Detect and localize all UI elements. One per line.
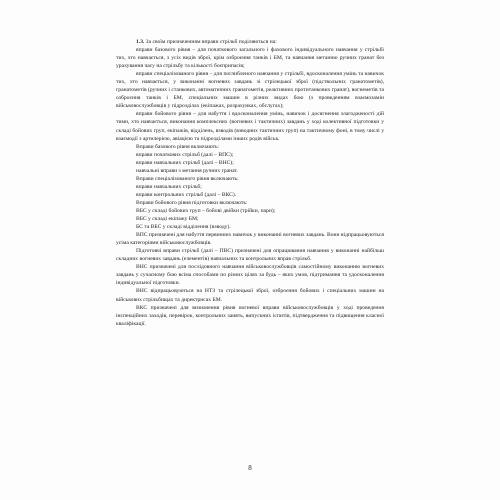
paragraph: 1.3. За своїм призначенням вправи стрільб поділяються на: — [136, 39, 277, 45]
list-item: ВБС у складі бойових груп – бойові двійки (трійки, пари); — [136, 207, 276, 214]
paragraph: Підготовчі вправи стрільб (далі – ПВС) призначені для опрацювання навчання у виконанні найбільш складних вогневих завдань (елементів) навчальних та контрольних вправ стрільб. — [116, 248, 384, 263]
paragraph: вправи базового рівня – для початкового загального і фахового індивідуального навчання у стрільбі тих, хто навчається, з усіх видів зброї, крім озброєння танків і БМ, та навчання метанню ручних гранат без урахування часу на стрільбу та кількості боєприпасів; — [116, 47, 384, 70]
paragraph: ВПС призначені для набуття первинних навичок у виконанні вогневих завдань. Вони відпрацьовуються усіма категоріями військовослужбовців. — [116, 232, 384, 247]
list-item: БС та ВБС у складі відділення (взводу). — [136, 224, 231, 231]
list-item: вправи навчальних стрільб; — [136, 183, 202, 190]
paragraph: Вправи спеціалізованого рівня включають: — [136, 175, 239, 182]
paragraph: Вправи бойового рівня підготовки включають: — [136, 199, 248, 206]
list-item: навчальні вправи з метання ручних гранат. — [136, 167, 238, 174]
list-item: вправи початкових стрільб (далі – ВПС); — [136, 151, 234, 158]
list-item: вправи навчальних стрільб (далі – ВНС); — [136, 159, 234, 166]
body-text — [116, 38, 384, 328]
section-number: 1.3. — [136, 39, 145, 45]
page-number: 8 — [248, 464, 252, 472]
list-item: вправи контрольних стрільб (далі – ВКС). — [136, 191, 237, 198]
paragraph: вправи бойового рівня – для набуття і вдосконалення умінь, навичок і досягнення злагодженості дій тими, хто навчається, виконання комплексних (вогневих і тактичних) завдань у ході колективної підготовки у складі бойових груп, екіпажів, відділень, взводів (взводних тактичних груп) на тактичному фоні, в тому числі у взаємодії з артилерією, авіацією та підрозділами інших родів військ. — [116, 111, 384, 142]
paragraph: Вправи базового рівня включають: — [136, 143, 220, 150]
list-item: ВБС у складі екіпажу БМ; — [136, 216, 199, 223]
paragraph: вправи спеціалізованого рівня – для поглибленого навчання у стрільбі, вдосконалення умінь та навичок тих, хто навчається, у виконанні вогневих завдань зі стрілецької зброї (підствольних гранатометів), гранатометів (ручних і станкових, автоматичних гранатометів, реактивних протитанкових гранат), вогнеметів та озброєння танків і БМ, спеціальних машин в різних видах бою (з проведенням взаємозамін військовослужбовців у підрозділах (екіпажах, розрахунках, обслугах); — [116, 71, 385, 110]
paragraph: ВКС призначені для визначення рівня вогневої вправи військовослужбовців у ході проведення інспекційних заходів, перевірок, контрольних занять, випускних іспитів, підтвердження та підвищення класної кваліфікації. — [116, 304, 384, 327]
paragraph: ВНС призначені для послідовного навчання військовослужбовців самостійному виконанню вогневих завдань у сучасному бою всіма способами по різних цілях за будь – яких умов, підтримання та удосконалення індивідуальної підготовки. — [116, 264, 384, 287]
paragraph: ВНС відпрацьовуються на НТЗ та стрілецької зброї, озброєння бойових і спеціальних машин на військових стрільбищах та директрисах БМ. — [116, 288, 384, 303]
